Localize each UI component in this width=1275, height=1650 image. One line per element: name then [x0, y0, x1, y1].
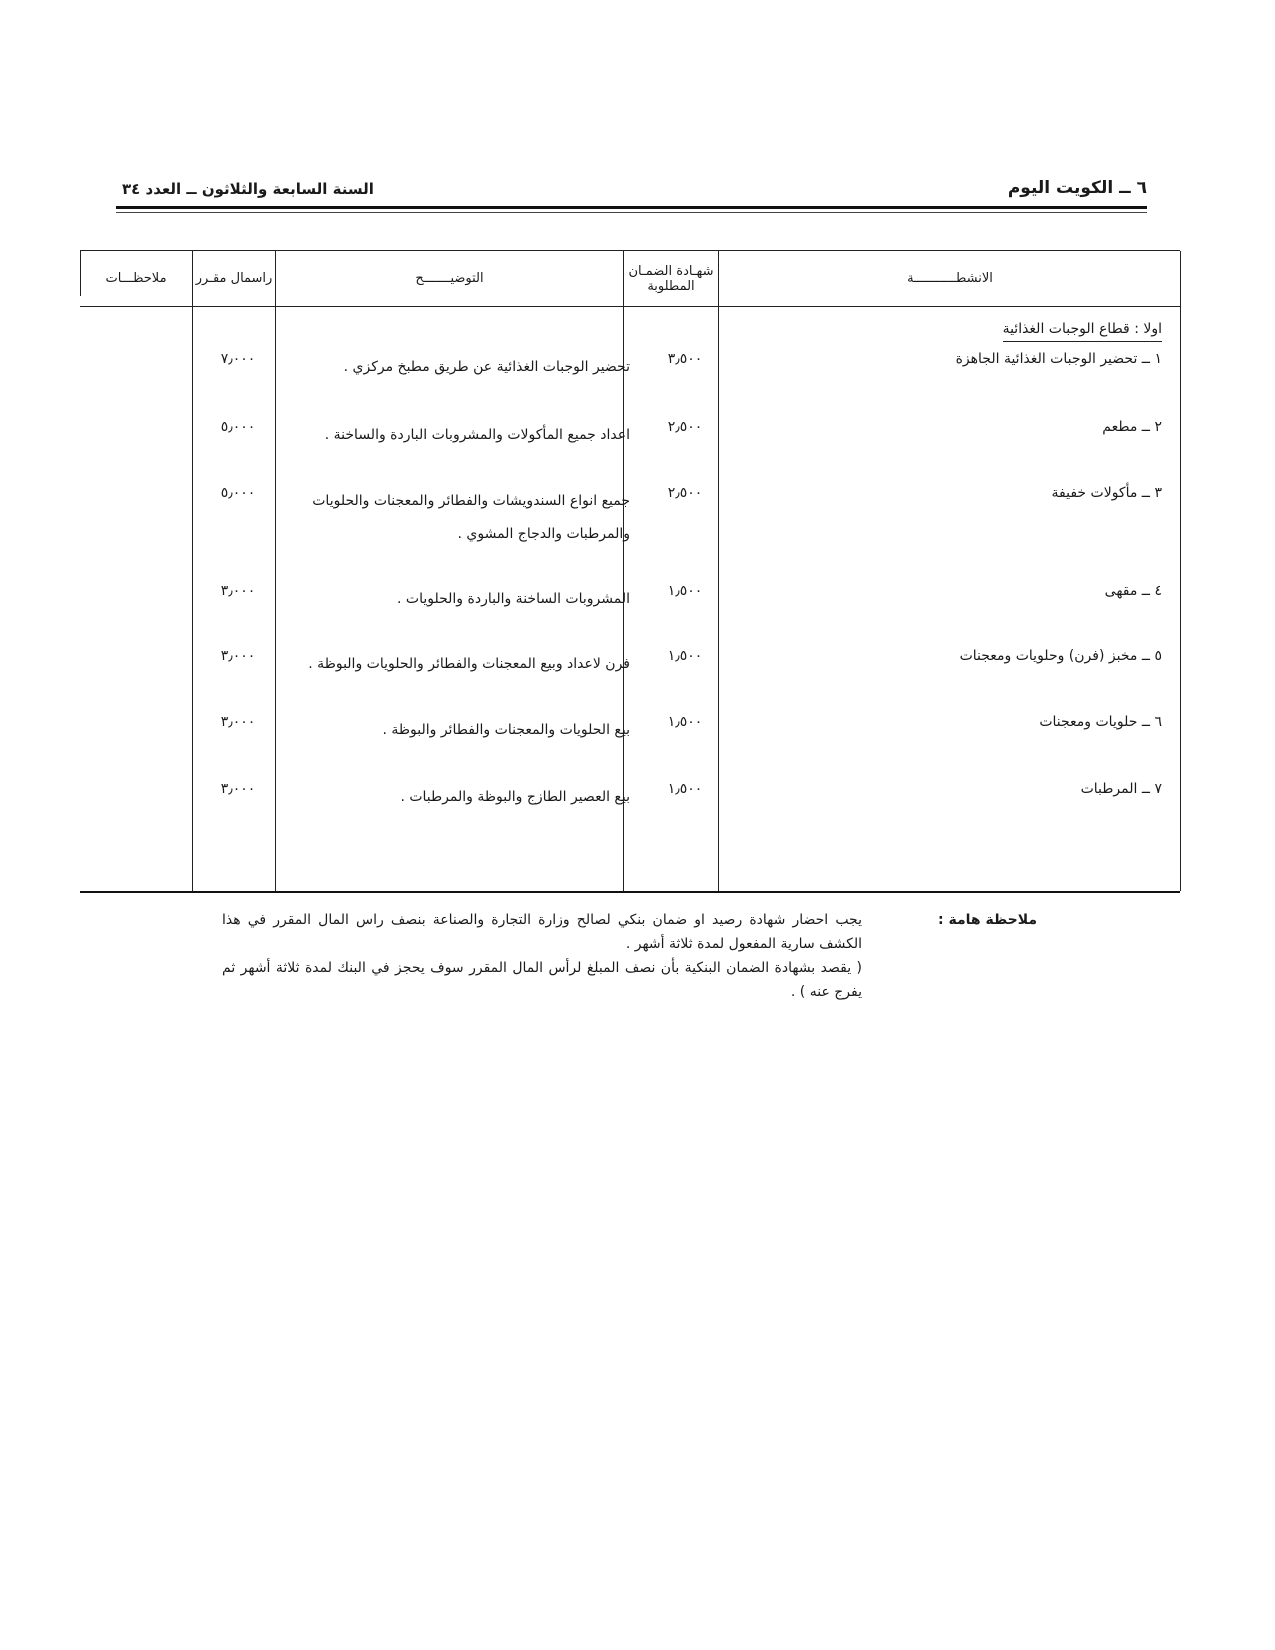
activity-cell: ٥ ــ مخبز (فرن) وحلويات ومعجنات [959, 648, 1162, 664]
table-left-edge [80, 251, 81, 296]
table-row [80, 351, 1180, 411]
col-header-activity: الانشطـــــــــــة [907, 271, 993, 286]
capital-cell: ٧٫٠٠٠ [220, 351, 256, 367]
activity-cell: ٢ ــ مطعم [1102, 419, 1162, 435]
guarantee-cell: ٣٫٥٠٠ [667, 351, 703, 367]
activity-cell: ٦ ــ حلويات ومعجنات [1039, 714, 1162, 730]
description-cell: بيع الحلويات والمعجنات والفطائر والبوظة . [382, 722, 630, 738]
guarantee-cell: ١٫٥٠٠ [667, 714, 703, 730]
header-rule [116, 206, 1147, 209]
capital-cell: ٥٫٠٠٠ [220, 485, 256, 501]
capital-cell: ٣٫٠٠٠ [220, 781, 256, 797]
page-title: ٦ ــ الكويت اليوم [1007, 178, 1147, 198]
table-row [80, 648, 1180, 708]
note-line: يجب احضار شهادة رصيد او ضمان بنكي لصالح وزارة التجارة والصناعة بنصف راس المال المقرر في هذا الكشف سارية المفعول لمدة ثلاثة أشهر . [222, 912, 862, 952]
activities-table [80, 250, 1180, 893]
guarantee-cell: ٢٫٥٠٠ [667, 419, 703, 435]
col-header-notes: ملاحظـــات [105, 271, 167, 286]
description-cell: المشروبات الساخنة والباردة والحلويات . [396, 591, 630, 607]
activity-cell: ١ ــ تحضير الوجبات الغذائية الجاهزة [955, 351, 1162, 367]
activity-cell: ٣ ــ مأكولات خفيفة [1051, 485, 1162, 501]
activity-cell: ٤ ــ مقهى [1104, 583, 1162, 599]
activity-cell: ٧ ــ المرطبات [1080, 781, 1162, 797]
col-header-description: التوضيـــــــح [415, 271, 484, 286]
description-cell: فرن لاعداد وبيع المعجنات والفطائر والحلويات والبوظة . [308, 656, 630, 672]
description-cell: اعداد جميع المأكولات والمشروبات الباردة والساخنة . [324, 427, 630, 443]
note-label: ملاحظة هامة : [938, 912, 1037, 928]
guarantee-cell: ١٫٥٠٠ [667, 583, 703, 599]
guarantee-cell: ١٫٥٠٠ [667, 648, 703, 664]
table-row [80, 419, 1180, 479]
description-cell: بيع العصير الطازج والبوظة والمرطبات . [400, 789, 630, 805]
issue-info: السنة السابعة والثلاثون ــ العدد ٣٤ [122, 180, 374, 198]
table-row [80, 781, 1180, 841]
guarantee-cell: ١٫٥٠٠ [667, 781, 703, 797]
capital-cell: ٣٫٠٠٠ [220, 714, 256, 730]
capital-cell: ٣٫٠٠٠ [220, 648, 256, 664]
table-row [80, 714, 1180, 774]
table-row [80, 485, 1180, 545]
capital-cell: ٣٫٠٠٠ [220, 583, 256, 599]
description-cell: تحضير الوجبات الغذائية عن طريق مطبخ مركزي . [343, 359, 630, 375]
note-text [222, 908, 862, 1004]
header-row-divider [80, 306, 1180, 307]
note-line: ( يقصد بشهادة الضمان البنكية بأن نصف المبلغ لرأس المال المقرر سوف يحجز في البنك لمدة ثلاثة أشهر ثم يفرج عنه ) . [222, 960, 862, 1000]
table-row [80, 583, 1180, 643]
col-header-capital: راسمال مقـرر [195, 271, 273, 286]
table-right-edge [1180, 251, 1181, 891]
header-rule-thin [116, 212, 1147, 213]
sector-title: اولا : قطاع الوجبات الغذائية [1003, 321, 1162, 342]
col-header-guarantee: شهـادة الضمـان المطلوبة [628, 263, 714, 294]
description-cell: جميع انواع السندويشات والفطائر والمعجنات والحلويات والمرطبات والدجاج المشوي . [312, 493, 630, 542]
capital-cell: ٥٫٠٠٠ [220, 419, 256, 435]
guarantee-cell: ٢٫٥٠٠ [667, 485, 703, 501]
